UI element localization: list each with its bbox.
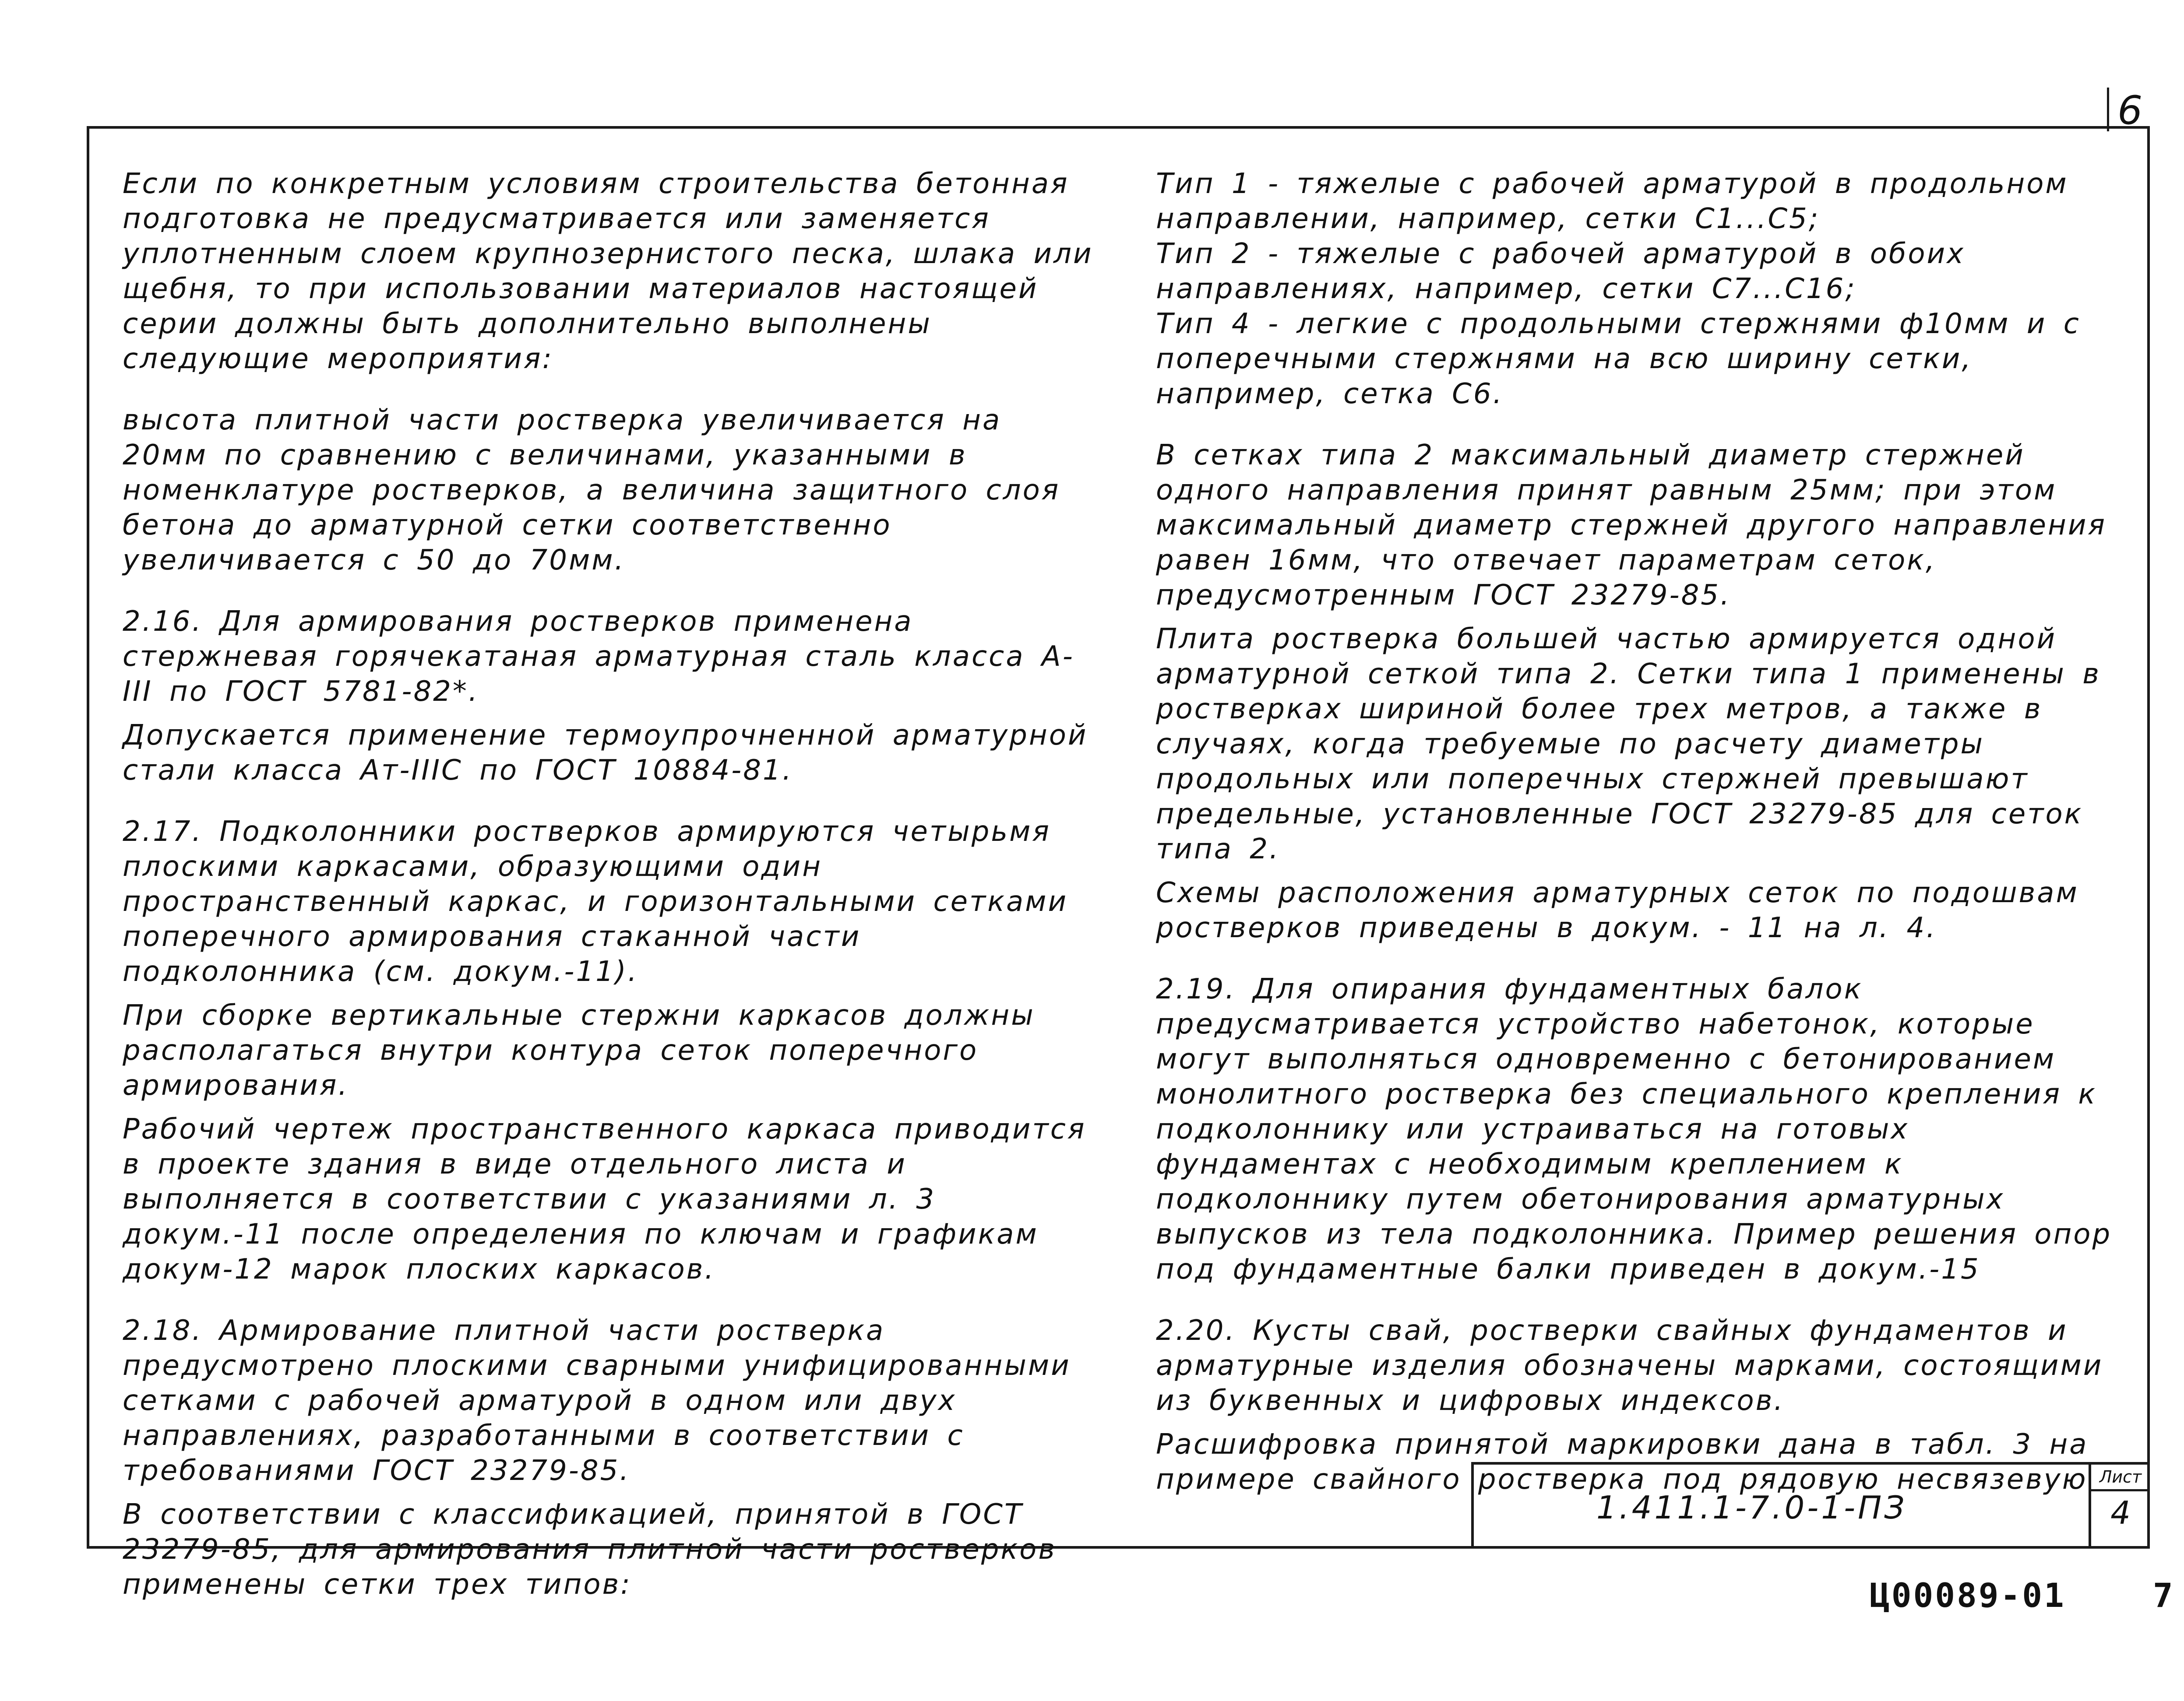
paragraph-assembly: При сборке вертикальные стержни каркасов должны располагаться внутри контура сеток поперечного армирования. <box>123 999 1035 1102</box>
paragraph-2-20: 2.20. Кусты свай, ростверки свайных фундаментов и арматурные изделия обозначены марками, состоящими из буквенных и цифровых индексов. <box>1156 1314 2103 1417</box>
paragraph-mesh-layout: Схемы расположения арматурных сеток по подошвам ростверков приведены в докум. - 11 на л. 4. <box>1156 877 2079 944</box>
paragraph-working-drawing: Рабочий чертеж пространственного каркаса приводится в проекте здания в виде отдельного листа и выполняется в соответствии с указаниями л. 3 докум.-11 после определения по ключам и графикам докум-12 марок плоских каркасов. <box>123 1113 1086 1286</box>
paragraph-slab-reinforcement: Плита ростверка большей частью армируется одной арматурной сеткой типа 2. Сетки типа 1 применены в ростверках шириной более трех метров, а также в случаях, когда требуемые по расчету диаметры продольных или поперечных стержней превышают предельные, установленные ГОСТ 23279-85 для сеток типа 2. <box>1156 623 2101 865</box>
paragraph-2-17: 2.17. Подколонники ростверков армируются четырьмя плоскими каркасами, образующими один пространственный каркас, и горизонтальными сетками поперечного армирования стаканной части подколонника (см. докум.-11). <box>123 815 1068 988</box>
sheet-number: 4 <box>2110 1494 2131 1531</box>
paragraph-type2-diameter: В сетках типа 2 максимальный диаметр стержней одного направления принят равным 25мм; при этом максимальный диаметр стержней другого направления равен 16мм, что отвечает параметрам сеток, предусмотренным ГОСТ 23279-85. <box>1156 439 2107 612</box>
paragraph-2-18: 2.18. Армирование плитной части ростверка предусмотрено плоскими сварными унифицированными сетками с рабочей арматурой в одном или двух направлениях, разработанными в соответствии с требованиями ГОСТ 23279-85. <box>123 1314 1071 1487</box>
right-text-column <box>1156 166 2132 1523</box>
paragraph-2-19: 2.19. Для опирания фундаментных балок предусматривается устройство набетонок, которые могут выполняться одновременно с бетонированием монолитного ростверка без специального крепления к подколоннику или устраиваться на готовых фундаментах с необходимым креплением к подколоннику путем обетонирования арматурных выпусков из тела подколонника. Пример решения опор под фундаментные балки приведен в докум.-15 <box>1156 973 2112 1286</box>
archive-code: Ц00089-01 <box>1870 1576 2066 1615</box>
title-block-stamp <box>1471 1462 2150 1549</box>
document-code: 1.411.1-7.0-1-ПЗ <box>1596 1489 1907 1526</box>
paragraph-2-16: 2.16. Для армирования ростверков применена стержневая горячекатаная арматурная сталь класса А-III по ГОСТ 5781-82*. <box>123 605 1074 708</box>
corner-sheet-number: 6 <box>2117 88 2143 134</box>
corner-divider <box>2107 88 2109 131</box>
paragraph-height-increase: высота плитной части ростверка увеличивается на 20мм по сравнению с величинами, указанными в номенклатуре ростверков, а величина защитного слоя бетона до арматурной сетки соответственно увеличивается с 50 до 70мм. <box>123 404 1060 576</box>
sheet-cell <box>2089 1465 2150 1549</box>
paragraph-2-16-alt-steel: Допускается применение термоупрочненной арматурной стали класса Ат-IIIС по ГОСТ 10884-81. <box>123 719 1088 787</box>
left-text-column <box>123 166 1095 1628</box>
archive-number <box>1870 1576 2175 1615</box>
paragraph-mesh-types: Тип 1 - тяжелые с рабочей арматурой в продольном направлении, например, сетки С1...С5; Тип 2 - тяжелые с рабочей арматурой в обоих направлениях, например, сетки С7...С16; Тип 4 - легкие с продольными стержнями ф10мм и с поперечными стержнями на всю ширину сетки, например, сетка С6. <box>1156 168 2081 410</box>
paragraph-mesh-classification: В соответствии с классификацией, принятой в ГОСТ 23279-85, для армирования плитной части ростверков применены сетки трех типов: <box>123 1498 1057 1601</box>
archive-page: 7 <box>2152 1576 2175 1615</box>
sheet-label: Лист <box>2091 1465 2150 1491</box>
paragraph-marking-decoding: Расшифровка принятой маркировки дана в табл. 3 на примере свайного ростверка под рядовую несвязевую <box>1156 1428 2089 1496</box>
paragraph-intro: Если по конкретным условиям строительства бетонная подготовка не предусматривается или заменяется уплотненным слоем крупнозернистого песка, шлака или щебня, то при использовании материалов настоящей серии должны быть дополнительно выполнены следующие мероприятия: <box>123 168 1093 375</box>
